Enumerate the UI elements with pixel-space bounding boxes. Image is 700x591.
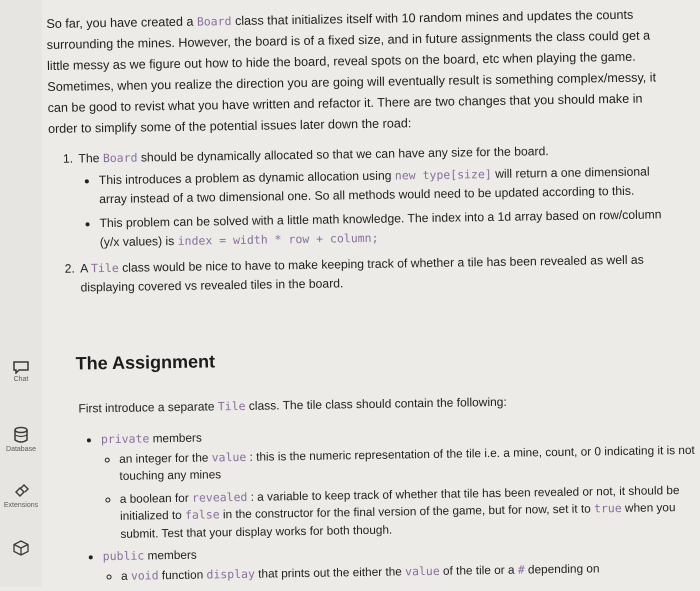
chat-bubble-icon: [12, 360, 30, 374]
list-item: 1. The Board should be dynamically allocated so that we can have any size for the board. • This introduces a problem as dynamic allocation using new type[size] will return a one dimensional array instead of a two dimensional one. So all methods would need to be updated according to this. • This problem can be solved with a little math knowledge. The index into a 1d array based on row/column (y/x values) is index = width * row + column;: [76, 140, 678, 253]
extensions-icon: [12, 484, 30, 500]
code-board: Board: [196, 14, 232, 29]
changes-list: [46, 140, 678, 300]
sidebar-item-database[interactable]: [0, 426, 42, 453]
code-public: public: [102, 548, 145, 564]
code-revealed: revealed: [191, 489, 248, 505]
cube-icon: [13, 540, 29, 556]
code-false: false: [184, 507, 220, 522]
sidebar-item-chat[interactable]: [0, 360, 42, 383]
left-sidebar: [0, 0, 42, 587]
members-list: [81, 422, 700, 591]
sidebar-label-extensions: Extensions: [3, 502, 39, 509]
sidebar-item-extensions[interactable]: [0, 484, 42, 509]
code-board: Board: [102, 150, 138, 166]
sub-list: [103, 558, 700, 585]
assignment-intro: First introduce a separate Tile class. The tile class should contain the following:: [78, 394, 507, 416]
code-private: private: [100, 431, 150, 447]
sidebar-label-chat: Chat: [13, 376, 29, 383]
section-heading: The Assignment: [75, 351, 216, 374]
list-item: ◦ an integer for the value : this is the numeric representation of the tile i.e. a mine, count, or 0 indicating it is not touching any mines: [119, 441, 700, 485]
code-value: value: [404, 563, 440, 578]
list-item: ◦ a boolean for revealed : a variable to keep track of whether that tile has been revealed or not, it should be initialized to false in the constructor for the final version of the game, but for now, set it to true when you submit. Test that your display works for both though.: [120, 481, 700, 543]
code-true: true: [593, 500, 622, 516]
intro-paragraph: So far, you have created a Board class that initializes itself with 10 random mines and updates the counts surrounding the mines. However, the board is of a fixed size, and in future assignments the class could get a little messy as we figure out how to hide the board, reveal spots on the board, etc when playing the game. Sometimes, when you realize the direction you are going will eventually result is something complex/messy, it can be good to revist what you have written and refactor it. There are two changes that you should make in order to simplify some of the potential issues later down the road:: [46, 7, 657, 136]
sidebar-label-database: Database: [6, 446, 36, 453]
code-hash: #: [517, 562, 525, 577]
database-icon: [13, 426, 29, 444]
code-void: void: [130, 567, 159, 583]
list-item: • This problem can be solved with a little math knowledge. The index into a 1d array based on row/column (y/x values) is index = width * row + column;: [99, 205, 678, 253]
code-display: display: [206, 566, 256, 582]
sub-list: [101, 441, 700, 543]
code-tile: Tile: [90, 260, 119, 275]
code-value: value: [211, 449, 247, 464]
code-index-formula: index = width * row + column;: [177, 230, 379, 248]
list-item: • This introduces a problem as dynamic allocation using new type[size] will return a one dimensional array instead of a two dimensional one. So all methods would need to be updated according to this.: [99, 162, 678, 210]
code-new-type: new type[size]: [394, 166, 492, 183]
list-item: ◦ a void function display that prints out the either the value of the tile or a # depending on: [121, 558, 700, 585]
sidebar-item-cube[interactable]: [0, 540, 42, 556]
code-tile: Tile: [217, 398, 246, 414]
sub-list: [79, 162, 678, 253]
list-item: • public members ◦ a void function display that prints out the either the value of the tile or a # depending on: [103, 539, 700, 585]
list-item: 2. A Tile class would be nice to have to make keeping track of whether a tile has been revealed as well as displaying covered vs revealed tiles in the board.: [78, 250, 679, 298]
list-item: • private members ◦ an integer for the value : this is the numeric representation of the tile i.e. a mine, count, or 0 indicating it is not touching any mines ◦ a boolean for revealed : a variable to keep track of whether that tile has been revealed or not, it should be initialized to false in the constructor for the final version of the game, but for now, set it to true when you submit. Test that your display works for both though.: [101, 422, 700, 543]
